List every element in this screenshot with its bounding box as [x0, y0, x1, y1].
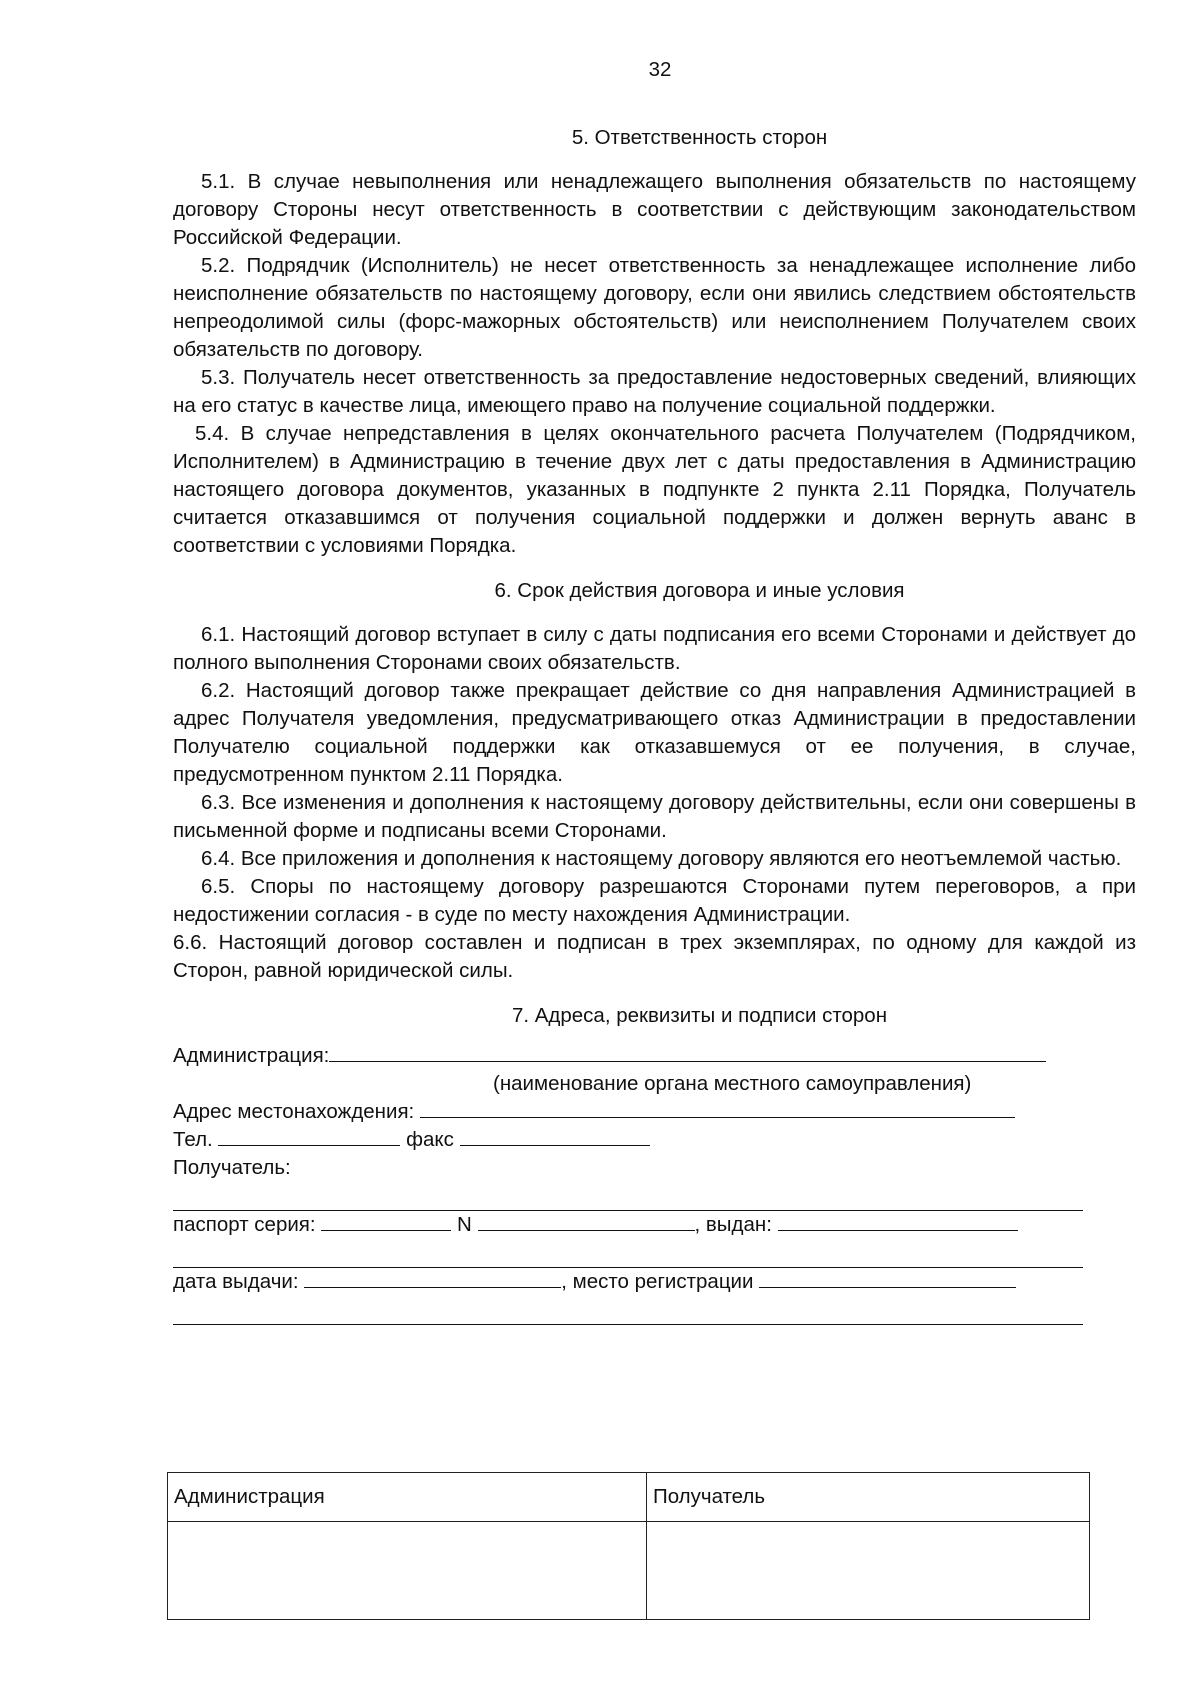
clause-6-5: 6.5. Споры по настоящему договору разрешаются Сторонами путем переговоров, а при недостижении согласия - в суде по месту нахождения Администрации. [173, 875, 1136, 926]
fax-field[interactable] [460, 1127, 650, 1146]
administration-field[interactable] [329, 1043, 1046, 1062]
phone-fax-row [173, 1126, 1083, 1154]
clause-5-4: 5.4. В случае непредставления в целях окончательного расчета Получателем (Подрядчиком, Исполнителем) в Администрацию в течение двух лет с даты предоставления в Администрацию настоящего договора документов, указанных в подпункте 2 пункта 2.11 Порядка, Получатель считается отказавшимся от получения социальной поддержки и должен вернуть аванс в соответствии с условиями Порядка. [173, 422, 1136, 557]
administration-row [173, 1042, 1083, 1070]
recipient-row [173, 1154, 1083, 1182]
clause-6-3: 6.3. Все изменения и дополнения к настоящему договору действительны, если они совершены в письменной форме и подписаны всеми Сторонами. [173, 791, 1136, 842]
section-5-heading: 5. Ответственность сторон [571, 126, 828, 149]
passport-row [173, 1211, 1083, 1239]
issue-date-row [173, 1268, 1083, 1296]
section-7-heading: 7. Адреса, реквизиты и подписи сторон [511, 1004, 888, 1027]
recipient-name-field[interactable] [173, 1182, 1083, 1211]
clause-6-4: 6.4. Все приложения и дополнения к настоящему договору являются его неотъемлемой частью. [201, 847, 1122, 870]
signature-header-recipient: Получатель [647, 1473, 1090, 1522]
registration-field[interactable] [759, 1269, 1016, 1288]
phone-label: Тел. [173, 1128, 213, 1151]
issued-by-label: , выдан: [694, 1213, 772, 1236]
issue-date-field[interactable] [304, 1269, 561, 1288]
passport-series-label: паспорт серия: [173, 1213, 316, 1236]
clause-6-6: 6.6. Настоящий договор составлен и подписан в трех экземплярах, по одному для каждой из Сторон, равной юридической силы. [173, 931, 1136, 982]
fax-label: факс [406, 1128, 454, 1151]
signature-table-body [168, 1522, 1090, 1620]
issued-by-extra-field[interactable] [173, 1239, 1083, 1268]
signature-table [167, 1472, 1090, 1620]
section-6-heading: 6. Срок действия договора и иные условия [494, 579, 905, 602]
passport-number-label: N [457, 1213, 472, 1236]
signature-cell-administration[interactable] [168, 1522, 647, 1620]
registration-extra-field[interactable] [173, 1296, 1083, 1325]
page-number: 32 [648, 58, 672, 81]
address-row [173, 1098, 1083, 1126]
administration-caption: (наименование органа местного самоуправления) [493, 1072, 972, 1095]
clause-6-2: 6.2. Настоящий договор также прекращает действие со дня направления Администрацией в адрес Получателя уведомления, предусматривающего отказ Администрации в предоставлении Получателю социальной поддержки как отказавшемуся от ее получения, в случае, предусмотренном пунктом 2.11 Порядка. [173, 679, 1136, 786]
clause-5-2: 5.2. Подрядчик (Исполнитель) не несет ответственность за ненадлежащее исполнение либо неисполнение обязательств по настоящему договору, если они явились следствием обстоятельств непреодолимой силы (форс-мажорных обстоятельств) или неисполнением Получателем своих обязательств по договору. [173, 254, 1136, 361]
passport-number-field[interactable] [478, 1212, 695, 1231]
signature-table-header [168, 1473, 1090, 1522]
issue-date-label: дата выдачи: [173, 1270, 299, 1293]
address-label: Адрес местонахождения: [173, 1100, 415, 1123]
signature-cell-recipient[interactable] [647, 1522, 1090, 1620]
administration-label: Администрация: [173, 1044, 330, 1067]
clause-6-1: 6.1. Настоящий договор вступает в силу с даты подписания его всеми Сторонами и действует до полного выполнения Сторонами своих обязательств. [173, 623, 1136, 674]
address-field[interactable] [420, 1099, 1015, 1118]
issued-by-field[interactable] [778, 1212, 1018, 1231]
signature-header-administration: Администрация [168, 1473, 647, 1522]
clause-5-3: 5.3. Получатель несет ответственность за предоставление недостоверных сведений, влияющих на его статус в качестве лица, имеющего право на получение социальной поддержки. [173, 366, 1136, 417]
requisites-block [173, 1042, 1083, 1325]
document-body [173, 124, 1136, 1325]
recipient-label: Получатель: [173, 1156, 291, 1179]
clause-5-1: 5.1. В случае невыполнения или ненадлежащего выполнения обязательств по настоящему договору Стороны несут ответственность в соответствии с действующим законодательством Российской Федерации. [173, 170, 1136, 249]
phone-field[interactable] [218, 1127, 400, 1146]
passport-series-field[interactable] [321, 1212, 451, 1231]
registration-label: , место регистрации [561, 1270, 754, 1293]
